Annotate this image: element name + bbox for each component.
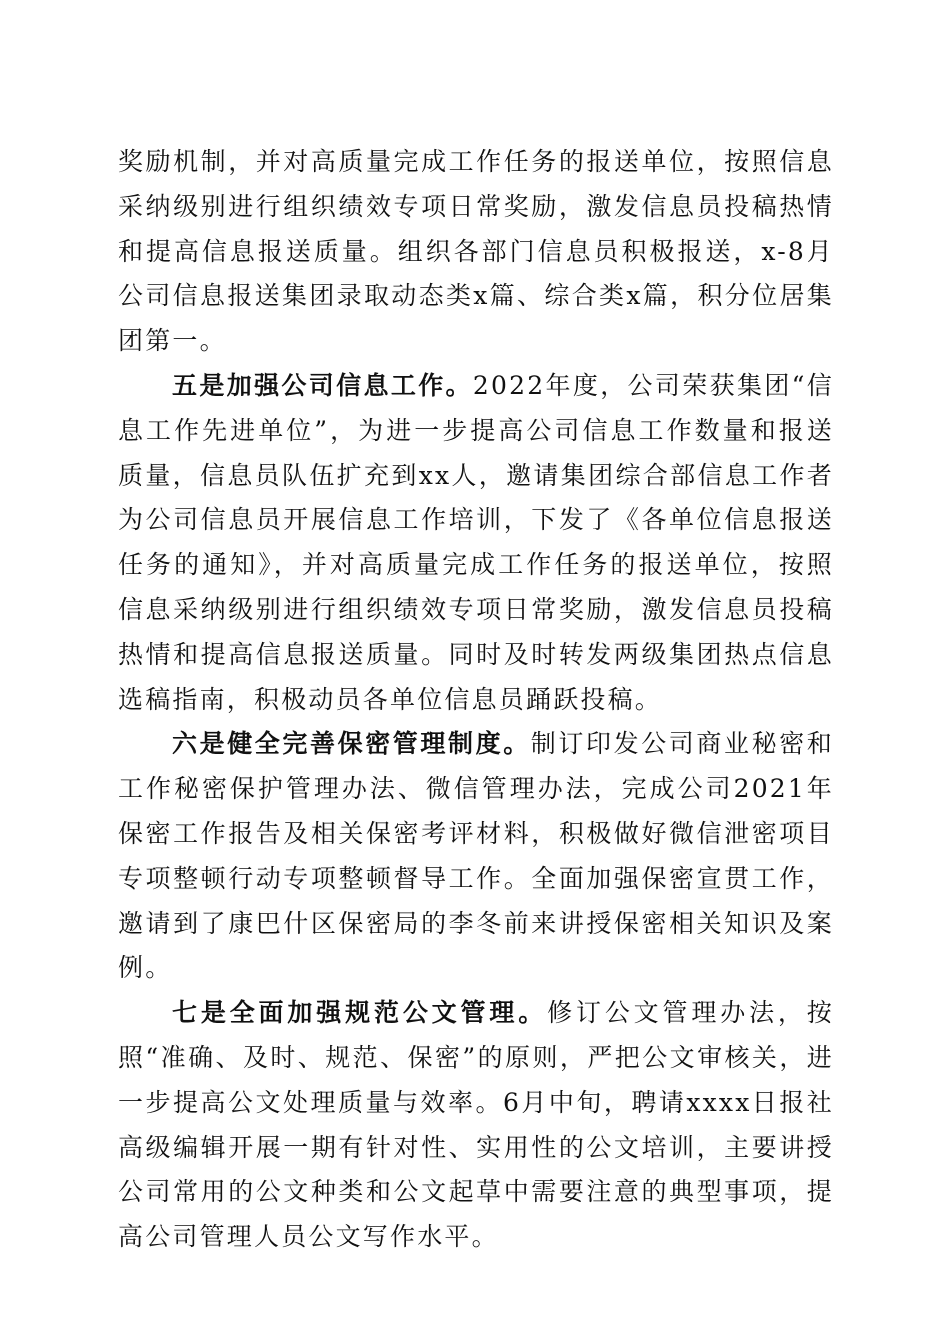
paragraph-heading: 五是加强公司信息工作。 xyxy=(172,370,473,400)
paragraph-text: 奖励机制，并对高质量完成工作任务的报送单位，按照信息采纳级别进行组织绩效专项日常奖励，激发信息员投稿热情和提高信息报送质量。组织各部门信息员积极报送，x-8月公司信息报送集团录取动态类x篇、综合类x篇，积分位居集团第一。 xyxy=(118,147,834,356)
paragraph-heading: 七是全面加强规范公文管理。 xyxy=(172,998,548,1028)
paragraph-six xyxy=(118,722,834,991)
paragraph-five xyxy=(118,364,834,722)
paragraph-text: 2022年度，公司荣获集团“信息工作先进单位”，为进一步提高公司信息工作数量和报送质量，信息员队伍扩充到xx人，邀请集团综合部信息工作者为公司信息员开展信息工作培训，下发了《各单位信息报送任务的通知》，并对高质量完成工作任务的报送单位，按照信息采纳级别进行组织绩效专项日常奖励，激发信息员投稿热情和提高信息报送质量。同时及时转发两级集团热点信息选稿指南，积极动员各单位信息员踊跃投稿。 xyxy=(118,370,835,714)
paragraph-seven xyxy=(118,991,834,1260)
document-page xyxy=(118,140,834,1260)
paragraph-text: 制订印发公司商业秘密和工作秘密保护管理办法、微信管理办法，完成公司2021年保密工作报告及相关保密考评材料，积极做好微信泄密项目专项整顿行动专项整顿督导工作。全面加强保密宣贯工作，邀请到了康巴什区保密局的李冬前来讲授保密相关知识及案例。 xyxy=(118,729,834,983)
paragraph-heading: 六是健全完善保密管理制度。 xyxy=(172,729,531,759)
paragraph-continued xyxy=(118,140,834,364)
paragraph-text: 修订公文管理办法，按照“准确、及时、规范、保密”的原则，严把公文审核关，进一步提高公文处理质量与效率。6月中旬，聘请xxxx日报社高级编辑开展一期有针对性、实用性的公文培训，主要讲授公司常用的公文种类和公文起草中需要注意的典型事项，提高公司管理人员公文写作水平。 xyxy=(118,998,834,1252)
